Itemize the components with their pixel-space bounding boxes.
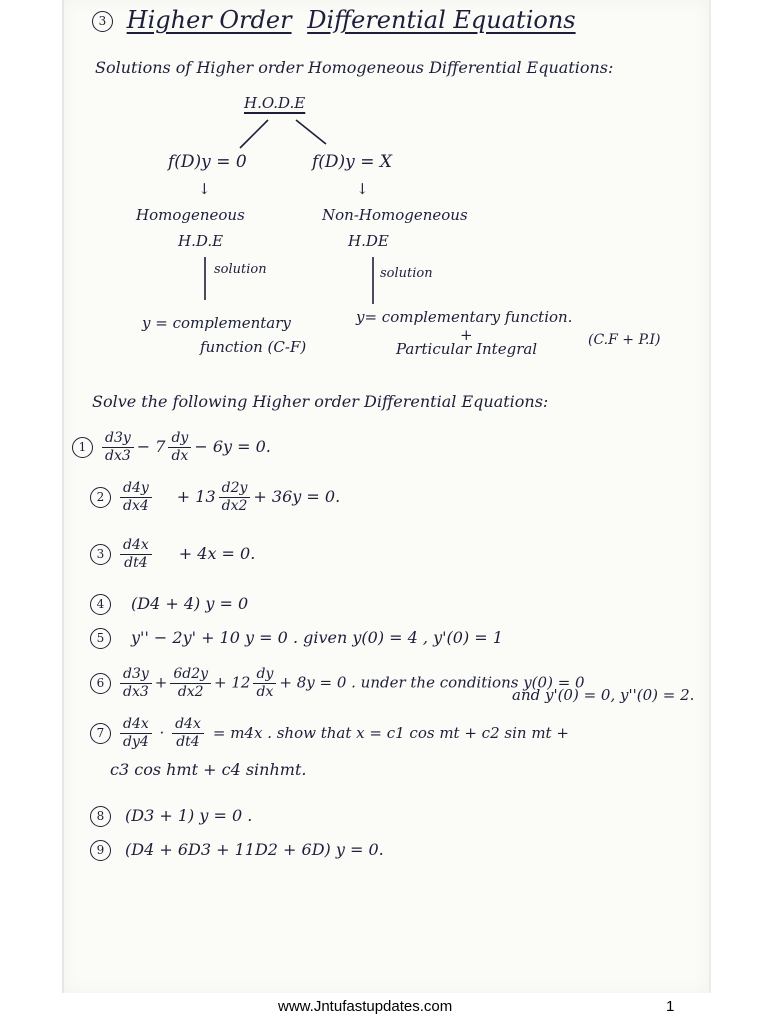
section-number: 3 [92, 11, 113, 32]
right-result-line2: Particular Integral [396, 340, 538, 358]
right-solution-label: solution [380, 266, 433, 281]
problem-4-text: (D4 + 4) y = 0 [131, 594, 249, 613]
subtitle: Solutions of Higher order Homogeneous Differential Equations: [95, 58, 614, 77]
problem-6-tail: + 8y = 0 . under the conditions y(0) = 0 [279, 673, 585, 692]
problem-6-fraction-3 [253, 666, 276, 701]
fraction-numerator: d3y [102, 430, 134, 448]
problem-8-text: (D3 + 1) y = 0 . [125, 806, 253, 825]
fraction-denominator: dx2 [177, 684, 204, 700]
fraction-denominator: dx4 [123, 498, 149, 514]
problem-7-fraction-2 [172, 716, 204, 751]
problem-9-text: (D4 + 6D3 + 11D2 + 6D) y = 0. [125, 840, 384, 859]
problem-2-fraction-2 [219, 480, 251, 515]
problem-3-number: 3 [90, 544, 111, 565]
fraction-numerator: d4x [120, 537, 152, 555]
tree-root: H.O.D.E [244, 94, 306, 112]
fraction-denominator: dy4 [123, 734, 149, 750]
fraction-numerator: d4y [120, 480, 152, 498]
problem-5-number: 5 [90, 628, 111, 649]
problem-1-tail: − 6y = 0. [194, 437, 271, 456]
left-label-line1: Homogeneous [136, 206, 245, 224]
problem-6 [90, 666, 585, 701]
problem-1-fraction-2 [168, 430, 191, 465]
problem-6-fraction-2 [170, 666, 211, 701]
problem-1-operator: − 7 [136, 437, 166, 456]
left-label-line2: H.D.E [178, 232, 224, 250]
problem-1 [72, 430, 271, 465]
right-label-line2: H.DE [348, 232, 389, 250]
title-part1: Higher Order [126, 6, 292, 34]
problem-1-number: 1 [72, 437, 93, 458]
problem-3 [90, 537, 255, 572]
right-expression: f(D)y = X [312, 152, 392, 172]
right-label-line1: Non-Homogeneous [322, 206, 468, 224]
fraction-numerator: d2y [219, 480, 251, 498]
fraction-denominator: dx [171, 448, 189, 464]
problem-6-number: 6 [90, 673, 111, 694]
left-arrow: ↓ [198, 180, 211, 198]
solve-heading: Solve the following Higher order Differential Equations: [92, 392, 549, 411]
problem-3-tail: + 4x = 0. [178, 544, 256, 563]
problem-7 [90, 716, 569, 751]
fraction-denominator: dx3 [123, 684, 149, 700]
problem-6-fraction-1 [120, 666, 152, 701]
left-result-line1: y = complementary [142, 314, 291, 332]
fraction-numerator: d4x [120, 716, 152, 734]
fraction-numerator: d4x [172, 716, 204, 734]
problem-5 [90, 628, 503, 649]
problem-7-line2: c3 cos hmt + c4 sinhmt. [110, 760, 307, 779]
problem-1-fraction-1 [102, 430, 134, 465]
title-part2: Differential Equations [307, 6, 576, 34]
problem-4 [90, 594, 248, 615]
page-header [92, 6, 576, 34]
fraction-denominator: dx3 [105, 448, 131, 464]
page-number: 1 [666, 998, 675, 1015]
fraction-denominator: dx [256, 684, 274, 700]
problem-5-text: y'' − 2y' + 10 y = 0 . given y(0) = 4 , y'(0) = 1 [131, 628, 503, 647]
fraction-denominator: dt4 [176, 734, 200, 750]
fraction-numerator: d3y [120, 666, 152, 684]
problem-9 [90, 840, 384, 861]
fraction-numerator: dy [168, 430, 191, 448]
fraction-numerator: 6d2y [170, 666, 211, 684]
problem-2-tail: + 36y = 0. [253, 487, 341, 506]
problem-2 [90, 480, 340, 515]
fraction-denominator: dx2 [221, 498, 248, 514]
fraction-numerator: dy [253, 666, 276, 684]
problem-6-operator-1: + [154, 673, 168, 692]
problem-8-number: 8 [90, 806, 111, 827]
left-solution-label: solution [214, 262, 267, 277]
problem-7-fraction-1 [120, 716, 152, 751]
right-arrow: ↓ [356, 180, 369, 198]
problem-7-number: 7 [90, 723, 111, 744]
right-plus: + [460, 326, 473, 344]
dot-operator: · [154, 723, 170, 742]
right-abbreviation: (C.F + P.I) [588, 332, 661, 348]
problem-7-tail: = m4x . show that x = c1 cos mt + c2 sin mt + [212, 723, 569, 742]
left-result-line2: function (C-F) [200, 338, 307, 356]
problem-2-fraction-1 [120, 480, 152, 515]
fraction-denominator: dt4 [124, 555, 148, 571]
problem-2-number: 2 [90, 487, 111, 508]
left-expression: f(D)y = 0 [168, 152, 247, 172]
footer-url: www.Jntufastupdates.com [278, 998, 453, 1015]
problem-6-line2: and y'(0) = 0, y''(0) = 2. [512, 686, 695, 704]
problem-4-number: 4 [90, 594, 111, 615]
problem-8 [90, 806, 252, 827]
right-result-line1: y= complementary function. [356, 308, 573, 326]
problem-3-fraction [120, 537, 152, 572]
problem-9-number: 9 [90, 840, 111, 861]
problem-2-operator: + 13 [176, 487, 216, 506]
problem-6-operator-2: + 12 [214, 673, 251, 692]
